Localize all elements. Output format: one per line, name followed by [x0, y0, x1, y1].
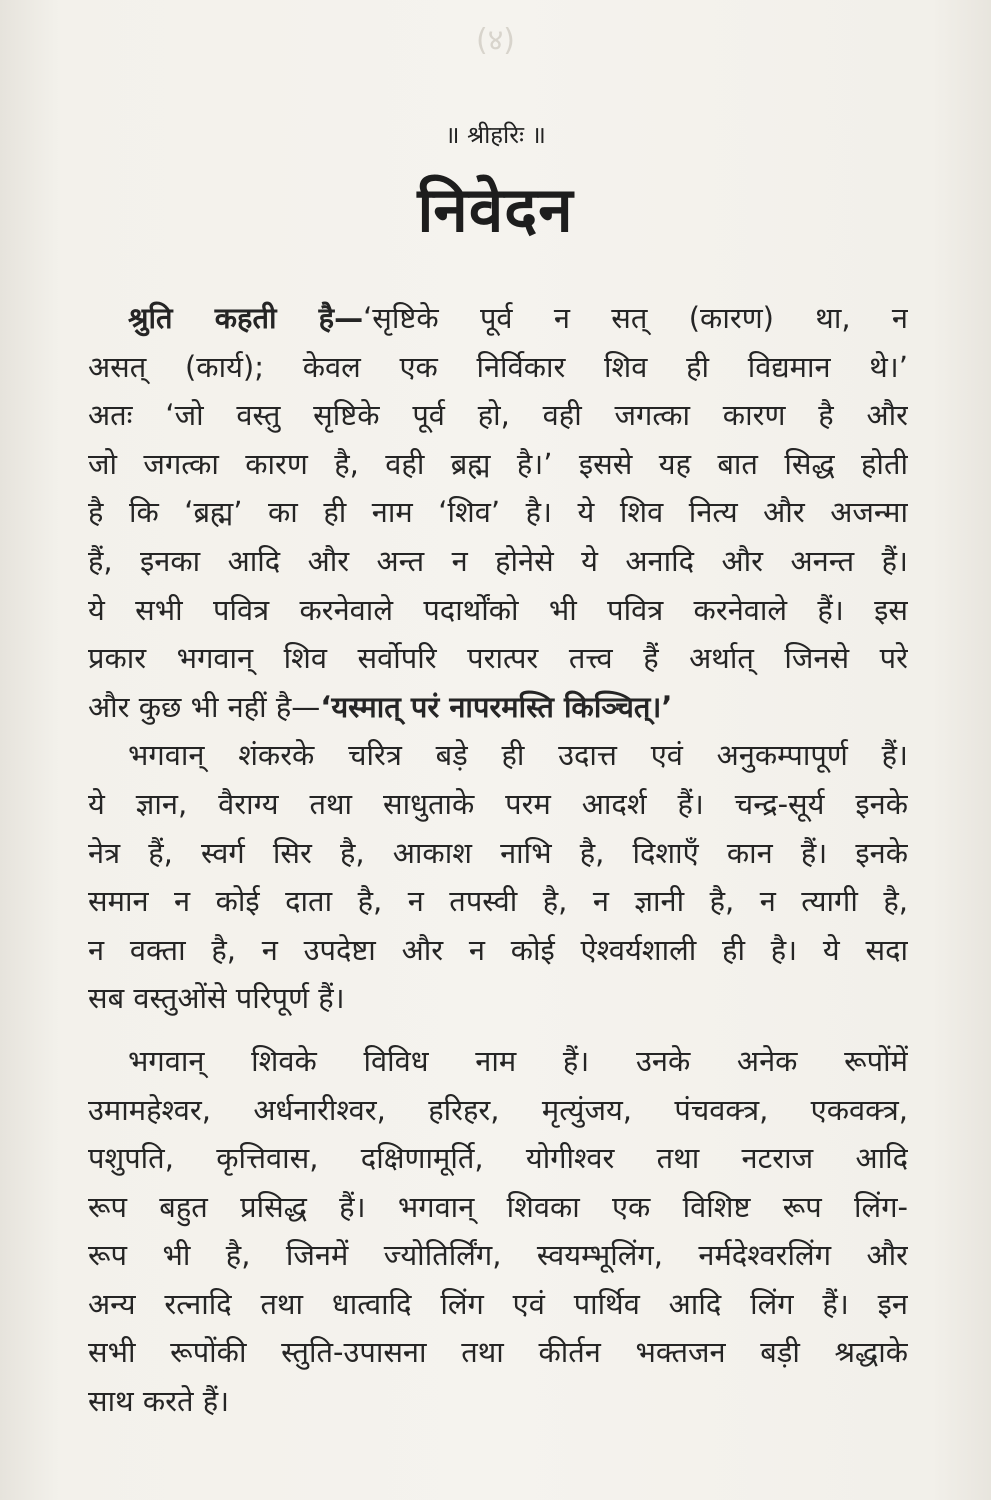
- text-line: रूप भी है, जिनमें ज्योतिर्लिंग, स्वयम्भूलिंग, नर्मदेश्वरलिंग और: [88, 1238, 908, 1273]
- text-line: सभी रूपोंकी स्तुति-उपासना तथा कीर्तन भक्तजन बड़ी श्रद्धाके: [88, 1335, 908, 1370]
- text-line: ये सभी पवित्र करनेवाले पदार्थोंको भी पवित्र करनेवाले हैं। इस: [88, 592, 908, 627]
- text-line: है कि ‘ब्रह्म’ का ही नाम ‘शिव’ है। ये शिव नित्य और अजन्मा: [88, 495, 908, 530]
- text-line: उमामहेश्वर, अर्धनारीश्वर, हरिहर, मृत्युंजय, पंचवक्त्र, एकवक्त्र,: [88, 1092, 908, 1127]
- text-line: ये ज्ञान, वैराग्य तथा साधुताके परम आदर्श हैं। चन्द्र-सूर्य इनके: [88, 786, 908, 821]
- invocation-heading: ॥ श्रीहरिः ॥: [445, 121, 546, 149]
- text-line: समान न कोई दाता है, न तपस्वी है, न ज्ञानी है, न त्यागी है,: [88, 884, 908, 919]
- page-number: (४): [475, 23, 515, 58]
- text-line: पशुपति, कृत्तिवास, दक्षिणामूर्ति, योगीश्वर तथा नटराज आदि: [88, 1141, 908, 1176]
- paragraph-lead: श्रुति कहती है—: [128, 301, 364, 335]
- text-line: और कुछ भी नहीं है—: [88, 689, 321, 724]
- text-line: अन्य रत्नादि तथा धात्वादि लिंग एवं पार्थिव आदि लिंग हैं। इन: [88, 1286, 908, 1321]
- sanskrit-quote: ‘यस्मात् परं नापरमस्ति किञ्चित्।’: [320, 689, 673, 724]
- text-line: जो जगत्का कारण है, वही ब्रह्म है।’ इससे यह बात सिद्ध होती: [88, 446, 908, 481]
- paragraph-1-line-1: [88, 294, 908, 343]
- text-line: साथ करते हैं।: [88, 1384, 230, 1419]
- paragraph-gap: [88, 1023, 908, 1037]
- paragraph-1-line-9: [88, 683, 908, 732]
- text-line: भगवान् शिवके विविध नाम हैं। उनके अनेक रूपोंमें: [128, 1043, 908, 1078]
- text-line: न वक्ता है, न उपदेष्टा और न कोई ऐश्वर्यशाली ही है। ये सदा: [88, 932, 908, 967]
- text-line: अतः ‘जो वस्तु सृष्टिके पूर्व हो, वही जगत्का कारण है और: [88, 398, 908, 433]
- text-line: रूप बहुत प्रसिद्ध हैं। भगवान् शिवका एक विशिष्ट रूप लिंग-: [88, 1189, 908, 1224]
- text-line: ‘सृष्टिके पूर्व न सत् (कारण) था, न: [363, 301, 908, 335]
- text-line: असत् (कार्य); केवल एक निर्विकार शिव ही विद्यमान थे।’: [88, 349, 908, 384]
- text-line: प्रकार भगवान् शिव सर्वोपरि परात्पर तत्त्व हैं अर्थात् जिनसे परे: [88, 641, 908, 676]
- text-line: हैं, इनका आदि और अन्त न होनेसे ये अनादि और अनन्त हैं।: [88, 543, 908, 578]
- text-line: सब वस्तुओंसे परिपूर्ण हैं।: [88, 981, 345, 1016]
- text-line: भगवान् शंकरके चरित्र बड़े ही उदात्त एवं अनुकम्पापूर्ण हैं।: [128, 738, 908, 773]
- page-title: निवेदन: [417, 173, 574, 246]
- text-line: नेत्र हैं, स्वर्ग सिर है, आकाश नाभि है, दिशाएँ कान हैं। इनके: [88, 835, 908, 870]
- body-text: [88, 294, 908, 1426]
